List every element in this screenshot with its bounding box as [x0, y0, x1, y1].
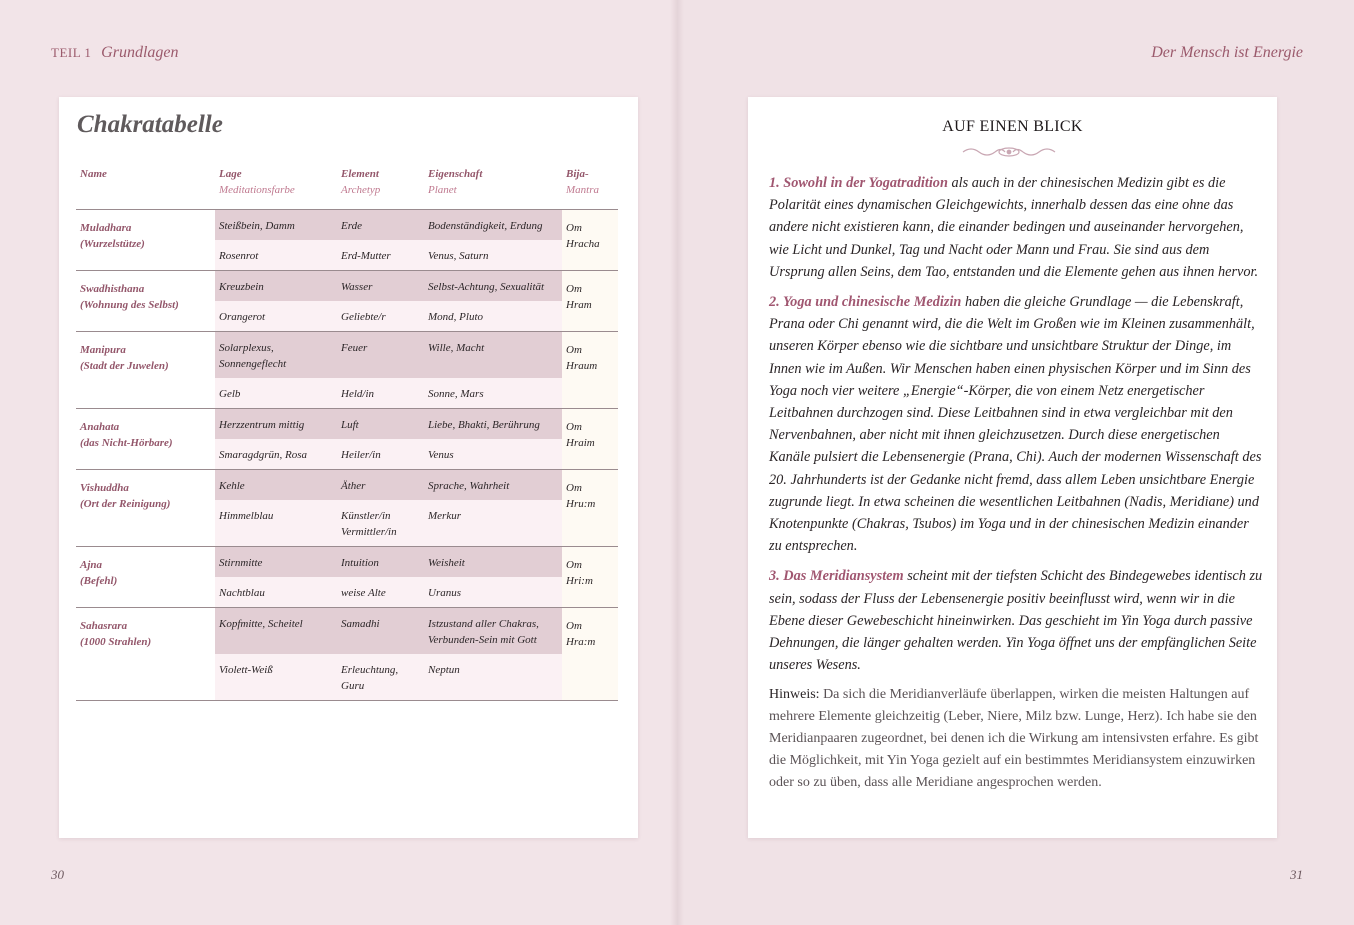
cell-lage: Steißbein, Damm	[215, 209, 337, 240]
cell-lage: Kopfmitte, Scheitel	[215, 607, 337, 654]
page-number-right: 31	[1290, 867, 1303, 882]
cell-archetyp: weise Alte	[337, 577, 424, 608]
cell-archetyp: Held/in	[337, 378, 424, 409]
chakra-name: Ajna (Befehl)	[76, 546, 215, 607]
chapter-title: Grundlagen	[101, 44, 179, 61]
cell-mantra: Om Hru:m	[562, 469, 618, 546]
cell-lage: Kehle	[215, 469, 337, 500]
running-head-left	[51, 44, 179, 62]
box-title: AUF EINEN BLICK	[942, 118, 1083, 135]
cell-planet: Merkur	[424, 500, 562, 547]
page-number-left: 30	[51, 867, 64, 882]
table-row	[76, 469, 618, 500]
cell-lage: Kreuzbein	[215, 270, 337, 301]
cell-mantra: Om Hraim	[562, 408, 618, 469]
cell-eigenschaft: Bodenständigkeit, Erdung	[424, 209, 562, 240]
paragraph-3: 3. Das Meridiansystem scheint mit der tiefsten Schicht des Bindegewebes identisch zu sein, sodass der Fluss der Lebensenergie positiv beeinflusst wird, wenn wir in die Ebene dieser Gewebeschicht hineinwirken. Das geschieht im Yin Yoga durch passive Dehnungen, die länger gehalten werden. Yin Yoga öffnet uns der empfänglichen Seite unseres Wesens.	[769, 568, 1263, 674]
cell-planet: Neptun	[424, 654, 562, 701]
cell-planet: Venus	[424, 439, 562, 470]
card-title: Chakratabelle	[77, 111, 223, 138]
header-lage: Lage Meditationsfarbe	[215, 162, 337, 209]
cell-mantra: Om Hraum	[562, 331, 618, 408]
cell-planet: Sonne, Mars	[424, 378, 562, 409]
paragraph-3-lead: 3. Das Meridiansystem	[769, 568, 904, 585]
cell-lage: Stirnmitte	[215, 546, 337, 577]
chakra-table-body	[76, 209, 618, 700]
note-label: Hinweis:	[769, 687, 820, 703]
cell-eigenschaft: Istzustand aller Chakras, Verbunden-Sein mit Gott	[424, 607, 562, 654]
cell-farbe: Gelb	[215, 378, 337, 409]
table-row	[76, 607, 618, 654]
header-mantra: Bija- Mantra	[562, 162, 618, 209]
cell-archetyp: Erleuchtung, Guru	[337, 654, 424, 701]
paragraph-2-lead: 2. Yoga und chinesische Medizin	[769, 294, 962, 311]
chakra-name: Muladhara (Wurzelstütze)	[76, 209, 215, 270]
table-row	[76, 209, 618, 240]
cell-mantra: Om Hri:m	[562, 546, 618, 607]
cell-farbe: Orangerot	[215, 301, 337, 332]
running-head-right: Der Mensch ist Energie	[1151, 44, 1303, 61]
cell-eigenschaft: Selbst-Achtung, Sexualität	[424, 270, 562, 301]
table-row	[76, 270, 618, 301]
cell-archetyp: Geliebte/r	[337, 301, 424, 332]
chakra-name: Anahata (das Nicht-Hörbare)	[76, 408, 215, 469]
chakra-name: Swadhisthana (Wohnung des Selbst)	[76, 270, 215, 331]
cell-farbe: Rosenrot	[215, 240, 337, 271]
cell-element: Luft	[337, 408, 424, 439]
cell-element: Feuer	[337, 331, 424, 378]
chakra-table-card	[59, 97, 638, 838]
ornament-icon	[961, 144, 1057, 160]
cell-farbe: Nachtblau	[215, 577, 337, 608]
cell-element: Intuition	[337, 546, 424, 577]
cell-planet: Venus, Saturn	[424, 240, 562, 271]
cell-lage: Solarplexus, Sonnengeflecht	[215, 331, 337, 378]
cell-farbe: Violett-Weiß	[215, 654, 337, 701]
cell-lage: Herzzentrum mittig	[215, 408, 337, 439]
cell-planet: Uranus	[424, 577, 562, 608]
cell-element: Wasser	[337, 270, 424, 301]
cell-eigenschaft: Sprache, Wahrheit	[424, 469, 562, 500]
summary-box	[748, 97, 1277, 838]
box-body	[769, 172, 1264, 802]
cell-archetyp: Heiler/in	[337, 439, 424, 470]
cell-eigenschaft: Liebe, Bhakti, Berührung	[424, 408, 562, 439]
cell-mantra: Om Hracha	[562, 209, 618, 270]
cell-element: Samadhi	[337, 607, 424, 654]
cell-element: Äther	[337, 469, 424, 500]
paragraph-1-lead: 1. Sowohl in der Yogatradition	[769, 175, 948, 191]
table-header-row	[76, 162, 618, 209]
cell-element: Erde	[337, 209, 424, 240]
cell-mantra: Om Hra:m	[562, 607, 618, 700]
cell-archetyp: Künstler/in Vermittler/in	[337, 500, 424, 547]
note-paragraph: Hinweis: Da sich die Meridianverläufe überlappen, wirken die meisten Haltungen auf mehrere Elemente gleichzeitig (Leber, Niere, Milz bzw. Lunge, Herz). Ich habe sie den Meridianpaaren zugeordnet, bei denen ich die Wirkung am intensivsten erfahre. Es gibt die Möglichkeit, mit Yin Yoga gezielt auf ein bestimmtes Meridiansystem einzuwirken oder so zu üben, dass alle Meridiane angesprochen werden.	[769, 687, 1259, 791]
book-gutter	[670, 0, 684, 925]
table-row	[76, 331, 618, 378]
chakra-name: Vishuddha (Ort der Reinigung)	[76, 469, 215, 546]
header-name: Name	[76, 162, 215, 209]
cell-mantra: Om Hram	[562, 270, 618, 331]
chapter-label: TEIL 1	[51, 45, 92, 60]
header-element: Element Archetyp	[337, 162, 424, 209]
cell-planet: Mond, Pluto	[424, 301, 562, 332]
chakra-name: Manipura (Stadt der Juwelen)	[76, 331, 215, 408]
cell-farbe: Smaragdgrün, Rosa	[215, 439, 337, 470]
table-row	[76, 546, 618, 577]
cell-eigenschaft: Wille, Macht	[424, 331, 562, 378]
chakra-name: Sahasrara (1000 Strahlen)	[76, 607, 215, 700]
chakra-table	[76, 162, 618, 701]
cell-archetyp: Erd-Mutter	[337, 240, 424, 271]
header-eigenschaft: Eigenschaft Planet	[424, 162, 562, 209]
paragraph-2: 2. Yoga und chinesische Medizin haben die gleiche Grundlage — die Lebenskraft, Prana oder Chi genannt wird, die die Welt im Großen wie im Kleinen zusammenhält, unseren Körper ebenso wie die sichtbare und unsichtbare Struktur der Dinge, im Innen wie im Außen. Wir Menschen haben einen physischen Körper und im Sinn des Yoga noch vier weitere „Energie“-Körper, die von einem Netz energetischer Leitbahnen durchzogen sind. Diese Leitbahnen sind in etwa vergleichbar mit den Nervenbahnen, aber nicht mit ihnen gleichzusetzen. Durch diese energetischen Kanäle pulsiert die Lebensenergie (Prana, Chi). Auch der modernen Wissenschaft des 20. Jahrhunderts ist der Gedanke nicht fremd, dass allem Leben unsichtbare Energie zugrunde liegt. In etwa scheinen die wesentlichen Leitbahnen (Nadis, Meridiane) und Knotenpunkte (Chakras, Tsubos) im Yoga und in der chinesischen Medizin einander zu entsprechen.	[769, 294, 1262, 555]
cell-farbe: Himmelblau	[215, 500, 337, 547]
table-row	[76, 408, 618, 439]
cell-eigenschaft: Weisheit	[424, 546, 562, 577]
paragraph-1: 1. Sowohl in der Yogatradition als auch in der chinesischen Medizin gibt es die Polarität eines dynamischen Gleichgewichts, innerhalb dessen das eine ohne das andere nicht existieren kann, die einander bedingen und auseinander hervorgehen, wie Licht und Dunkel, Tag und Nacht oder Mann und Frau. Sie sind aus dem Ursprung allen Seins, dem Tao, entstanden und die Elemente gehen aus ihnen hervor.	[769, 175, 1259, 280]
